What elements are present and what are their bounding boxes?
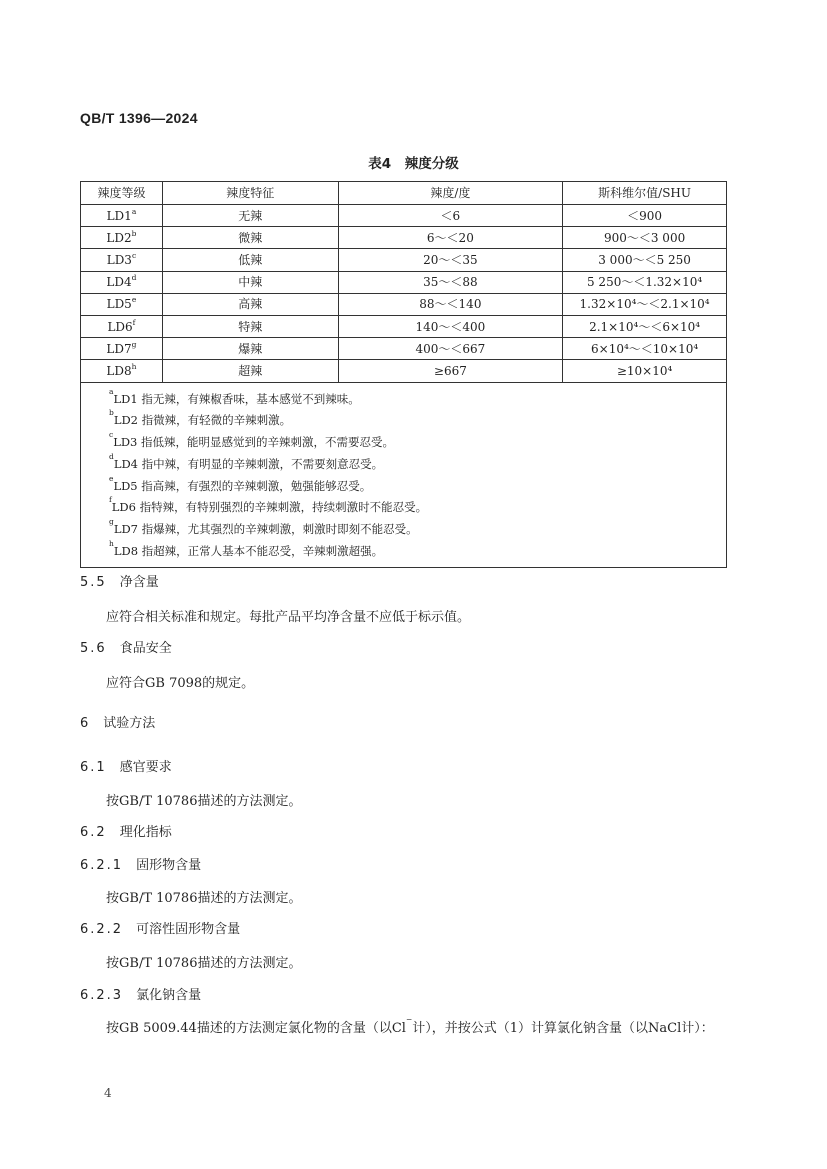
section-6-2-2-heading: 6.2.2 可溶性固形物含量 xyxy=(80,922,241,937)
col-header-grade: 辣度等级 xyxy=(81,182,163,205)
degree-cell: 6～＜20 xyxy=(338,227,563,249)
shu-cell: 900～＜3 000 xyxy=(563,227,727,249)
shu-cell: 3 000～＜5 250 xyxy=(563,249,727,271)
degree-cell: ＜6 xyxy=(338,205,563,227)
table-row xyxy=(81,271,727,293)
table-footnote: $^a$LD1 指无辣，有辣椒香味，基本感觉不到辣味。 xyxy=(109,386,360,406)
section-6-heading: 6 试验方法 xyxy=(80,716,156,731)
feature-cell: 特辣 xyxy=(162,315,338,337)
footnote-mark: b xyxy=(131,228,137,238)
col-header-feature: 辣度特征 xyxy=(162,182,338,205)
table-row xyxy=(81,360,727,382)
col-header-shu: 斯科维尔值/SHU xyxy=(563,182,727,205)
shu-cell: 1.32×10⁴～＜2.1×10⁴ xyxy=(563,293,727,315)
section-6-1-text: 按GB/T 10786描述的方法测定。 xyxy=(106,794,302,809)
table-footnote: $^h$LD8 指超辣，正常人基本不能忍受，辛辣刺激超强。 xyxy=(109,539,384,559)
table-footnote: $^c$LD3 指低辣，能明显感觉到的辛辣刺激，不需要忍受。 xyxy=(109,430,395,450)
section-6-2-1-text: 按GB/T 10786描述的方法测定。 xyxy=(106,891,302,906)
grade-cell: LD6$^f$ xyxy=(81,315,163,337)
section-5-6-heading: 5.6 食品安全 xyxy=(80,641,172,656)
degree-cell: 35～＜88 xyxy=(338,271,563,293)
table-row xyxy=(81,227,727,249)
footnote-mark: a xyxy=(131,206,137,216)
footnote-mark: h xyxy=(131,361,137,371)
degree-cell: ≥667 xyxy=(338,360,563,382)
table-footnote: $^f$LD6 指特辣，有特别强烈的辛辣刺激，持续刺激时不能忍受。 xyxy=(109,495,428,515)
feature-cell: 中辣 xyxy=(162,271,338,293)
degree-cell: 140～＜400 xyxy=(338,315,563,337)
footnote-mark: f xyxy=(109,495,112,505)
footnote-mark: e xyxy=(109,473,114,483)
grade-cell: LD3$^c$ xyxy=(81,249,163,271)
col-header-degree: 辣度/度 xyxy=(338,182,563,205)
grade-cell: LD1$^a$ xyxy=(81,205,163,227)
document-id: QB/T 1396—2024 xyxy=(80,110,198,126)
footnote-mark: e xyxy=(131,295,137,305)
feature-cell: 超辣 xyxy=(162,360,338,382)
section-6-2-1-heading: 6.2.1 固形物含量 xyxy=(80,858,202,873)
grade-cell: LD7$^g$ xyxy=(81,338,163,360)
section-5-5-heading: 5.5 净含量 xyxy=(80,575,159,590)
grade-cell: LD4$^d$ xyxy=(81,271,163,293)
table-footnote: $^d$LD4 指中辣，有明显的辛辣刺激，不需要刻意忍受。 xyxy=(109,451,384,471)
section-5-5-text: 应符合相关标准和规定。每批产品平均净含量不应低于标示值。 xyxy=(106,610,471,625)
footnote-mark: c xyxy=(109,430,114,440)
shu-cell: 2.1×10⁴～＜6×10⁴ xyxy=(563,315,727,337)
footnote-mark: f xyxy=(132,317,136,327)
shu-cell: ＜900 xyxy=(563,205,727,227)
table-notes-row xyxy=(81,382,727,567)
spiciness-table xyxy=(80,181,727,568)
grade-cell: LD2$^b$ xyxy=(81,227,163,249)
degree-cell: 400～＜667 xyxy=(338,338,563,360)
shu-cell: ≥10×10⁴ xyxy=(563,360,727,382)
section-6-2-2-text: 按GB/T 10786描述的方法测定。 xyxy=(106,956,302,971)
table-row xyxy=(81,249,727,271)
feature-cell: 无辣 xyxy=(162,205,338,227)
footnote-mark: g xyxy=(109,517,114,527)
table-row xyxy=(81,338,727,360)
feature-cell: 低辣 xyxy=(162,249,338,271)
feature-cell: 爆辣 xyxy=(162,338,338,360)
shu-cell: 6×10⁴～＜10×10⁴ xyxy=(563,338,727,360)
footnote-mark: d xyxy=(131,273,137,283)
table-header-row xyxy=(81,182,727,205)
table-caption: 表4 辣度分级 xyxy=(368,156,459,172)
section-5-6-text: 应符合GB 7098的规定。 xyxy=(106,676,255,691)
section-6-2-heading: 6.2 理化指标 xyxy=(80,825,172,840)
feature-cell: 微辣 xyxy=(162,227,338,249)
grade-cell: LD5e xyxy=(81,293,163,315)
table-row xyxy=(81,205,727,227)
table-footnote: $^e$LD5 指高辣，有强烈的辛辣刺激，勉强能够忍受。 xyxy=(109,473,372,493)
section-6-2-3-heading: 6.2.3 氯化钠含量 xyxy=(80,988,202,1003)
footnote-mark: h xyxy=(109,539,114,549)
table-row xyxy=(81,315,727,337)
table-row xyxy=(81,293,727,315)
section-6-2-3-text: 按GB 5009.44描述的方法测定氯化物的含量（以Cl−计），并按公式（1）计算氯化钠含量（以NaCl计）： xyxy=(106,1015,714,1036)
shu-cell: 5 250～＜1.32×10⁴ xyxy=(563,271,727,293)
table-notes xyxy=(81,382,727,567)
footnote-mark: c xyxy=(131,250,137,260)
footnote-mark: g xyxy=(131,339,137,349)
footnote-mark: a xyxy=(109,386,114,396)
footnote-mark: d xyxy=(109,451,114,461)
degree-cell: 20～＜35 xyxy=(338,249,563,271)
page-number: 4 xyxy=(104,1086,112,1100)
section-6-1-heading: 6.1 感官要求 xyxy=(80,760,172,775)
table-footnote: $^g$LD7 指爆辣，尤其强烈的辛辣刺激，刺激时即刻不能忍受。 xyxy=(109,517,418,537)
grade-cell: LD8$^h$ xyxy=(81,360,163,382)
feature-cell: 高辣 xyxy=(162,293,338,315)
table-footnote: $^b$LD2 指微辣，有轻微的辛辣刺激。 xyxy=(109,408,292,428)
degree-cell: 88～＜140 xyxy=(338,293,563,315)
footnote-mark: b xyxy=(109,408,114,418)
